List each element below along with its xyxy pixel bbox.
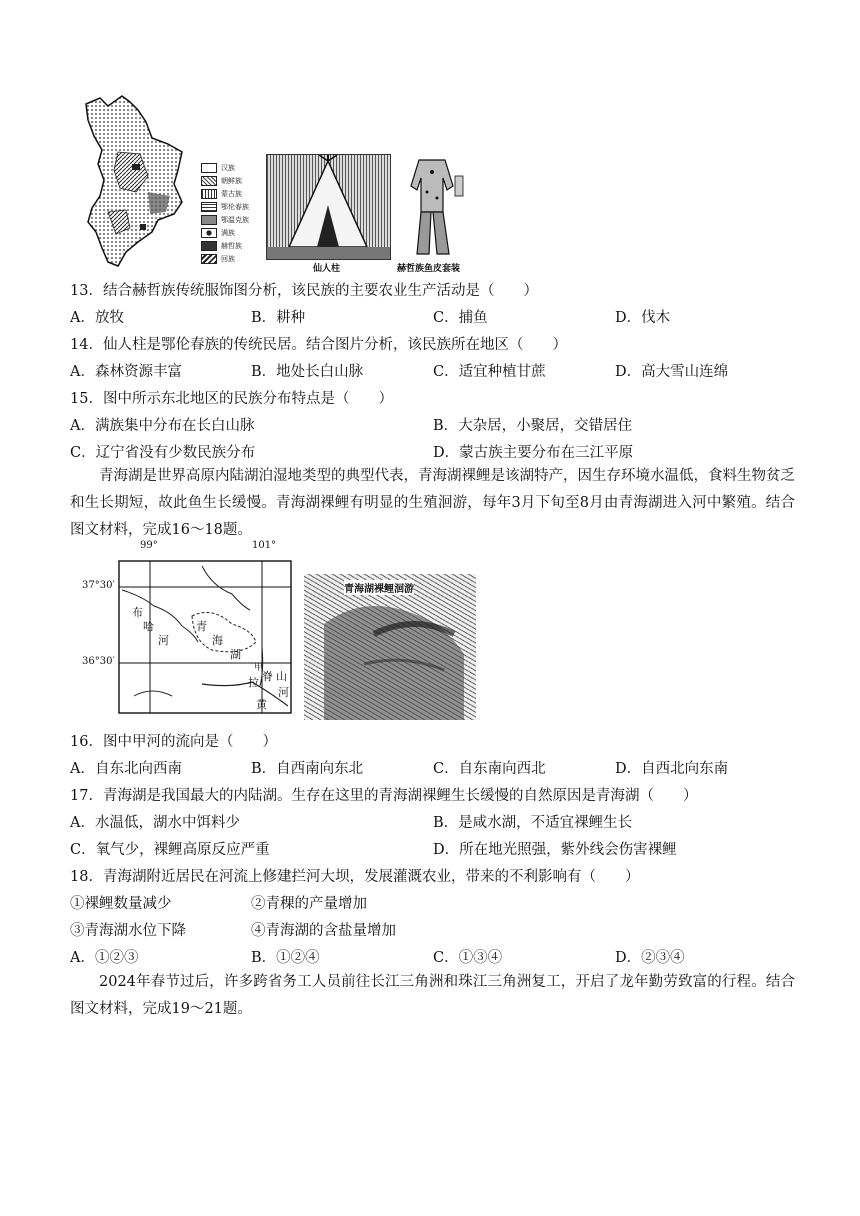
q16-option-a: A．自东北向西南: [70, 761, 182, 777]
q18-option-b: B．①②④: [251, 950, 320, 966]
ethnic-map: [78, 92, 198, 270]
legend-item: [201, 214, 261, 226]
river-label-bu: 布: [132, 606, 143, 619]
q13-option-d: D．伐木: [615, 310, 671, 326]
northeast-china-map-image: [78, 92, 198, 270]
q17-option-d: D．所在地光照强，紫外线会伤害裸鲤: [433, 842, 677, 858]
q15-option-a: A．满族集中分布在长白山脉: [70, 418, 255, 434]
photo-title: 青海湖裸鲤洄游: [344, 580, 414, 595]
q18-statement-4: ④青海湖的含盐量增加: [251, 923, 396, 939]
lake-label-qing: 青: [196, 620, 207, 633]
map-legend: [201, 162, 261, 266]
legend-item: [201, 253, 261, 265]
mountain-label-ji: 脊: [262, 670, 273, 683]
q13-option-b: B．耕种: [251, 310, 306, 326]
river-label-jia: 甲: [254, 663, 264, 673]
legend-label: 回族: [221, 255, 235, 263]
legend-label: 鄂温克族: [221, 216, 249, 224]
lon-101-label: 101°: [252, 540, 277, 551]
costume-caption: 赫哲族鱼皮套装: [397, 264, 461, 274]
xianrenzhu-tent-image: [267, 155, 390, 259]
q15-option-b: B．大杂居，小聚居，交错居住: [433, 418, 633, 434]
river-label-he: 河: [158, 634, 169, 647]
q18-option-d: D．②③④: [615, 950, 685, 966]
q14-option-d: D．高大雪山连绵: [615, 364, 729, 380]
q16-stem: 16．图中甲河的流向是（ ）: [70, 734, 277, 750]
q18-option-a: A．①②③: [70, 950, 139, 966]
costume-photo: [397, 156, 467, 260]
lat-3730-label: 37°30′: [82, 580, 115, 591]
tent-caption: 仙人柱: [313, 264, 341, 274]
legend-item: [201, 162, 261, 174]
qinghai-map: [82, 540, 297, 716]
migration-image: [304, 574, 476, 720]
legend-label: 朝鲜族: [221, 177, 242, 185]
qinghai-lake-map-image: [82, 546, 297, 716]
legend-label: 满族: [221, 229, 235, 237]
mountain-label-shan: 山: [276, 670, 287, 683]
lake-label-hai: 海: [212, 634, 223, 647]
legend-item: [201, 227, 261, 239]
q13-option-c: C．捕鱼: [433, 310, 488, 326]
river-label-huang: 黄: [256, 698, 267, 711]
q17-option-a: A．水温低，湖水中饵料少: [70, 815, 240, 831]
q13-stem: 13．结合赫哲族传统服饰图分析，该民族的主要农业生产活动是（ ）: [70, 283, 538, 299]
q14-stem: 14．仙人柱是鄂伦春族的传统民居。结合图片分析，该民族所在地区（ ）: [70, 337, 567, 353]
river-label-ha: 哈: [143, 620, 154, 633]
q18-option-c: C．①③④: [433, 950, 503, 966]
legend-label: 蒙古族: [221, 190, 242, 198]
legend-item: [201, 240, 261, 252]
river-label-he2: 河: [278, 686, 289, 699]
mountain-label-la: 拉: [248, 676, 259, 689]
q18-stem: 18．青海湖附近居民在河流上修建拦河大坝，发展灌溉农业，带来的不利影响有（ ）: [70, 869, 640, 885]
q16-option-c: C．自东南向西北: [433, 761, 546, 777]
lat-3630-label: 36°30′: [82, 656, 115, 667]
legend-label: 鄂伦春族: [221, 203, 249, 211]
q17-option-b: B．是咸水湖，不适宜裸鲤生长: [433, 815, 633, 831]
q17-option-c: C．氧气少，裸鲤高原反应严重: [70, 842, 270, 858]
legend-label: 汉族: [221, 164, 235, 172]
lon-99-label: 99°: [140, 540, 158, 551]
fish-skin-costume-image: [397, 156, 467, 260]
q13-option-a: A．放牧: [70, 310, 124, 326]
q18-statement-3: ③青海湖水位下降: [70, 923, 186, 939]
q17-stem: 17．青海湖是我国最大的内陆湖。生存在这里的青海湖裸鲤生长缓慢的自然原因是青海湖（ ）: [70, 788, 698, 804]
legend-label: 赫哲族: [221, 242, 242, 250]
q18-statement-1: ①裸鲤数量减少: [70, 896, 172, 912]
q14-option-c: C．适宜种植甘蔗: [433, 364, 546, 380]
q16-option-b: B．自西南向东北: [251, 761, 364, 777]
fish-migration-photo: [304, 574, 476, 720]
q18-statement-2: ②青稞的产量增加: [251, 896, 367, 912]
q15-stem: 15．图中所示东北地区的民族分布特点是（ ）: [70, 391, 393, 407]
q15-option-c: C．辽宁省没有少数民族分布: [70, 445, 256, 461]
passage-migrant-workers: 2024年春节过后，许多跨省务工人员前往长江三角洲和珠江三角洲复工，开启了龙年勤劳致富的行程。结合图文材料，完成19～21题。: [70, 974, 795, 1017]
q15-option-d: D．蒙古族主要分布在三江平原: [433, 445, 634, 461]
legend-item: [201, 188, 261, 200]
legend-item: [201, 201, 261, 213]
passage-qinghai-lake: 青海湖是世界高原内陆湖泊湿地类型的典型代表，青海湖裸鲤是该湖特产，因生存环境水温低，食料生物贫乏和生长期短，故此鱼生长缓慢。青海湖裸鲤有明显的生殖洄游，每年3月下旬至8月由青海湖进入河中繁殖。结合图文材料，完成16～18题。: [70, 468, 795, 538]
q16-option-d: D．自西北向东南: [615, 761, 729, 777]
legend-item: [201, 175, 261, 187]
q14-option-a: A．森林资源丰富: [70, 364, 182, 380]
lake-label-hu: 湖: [230, 648, 241, 661]
tent-photo: [266, 154, 391, 260]
q14-option-b: B．地处长白山脉: [251, 364, 364, 380]
